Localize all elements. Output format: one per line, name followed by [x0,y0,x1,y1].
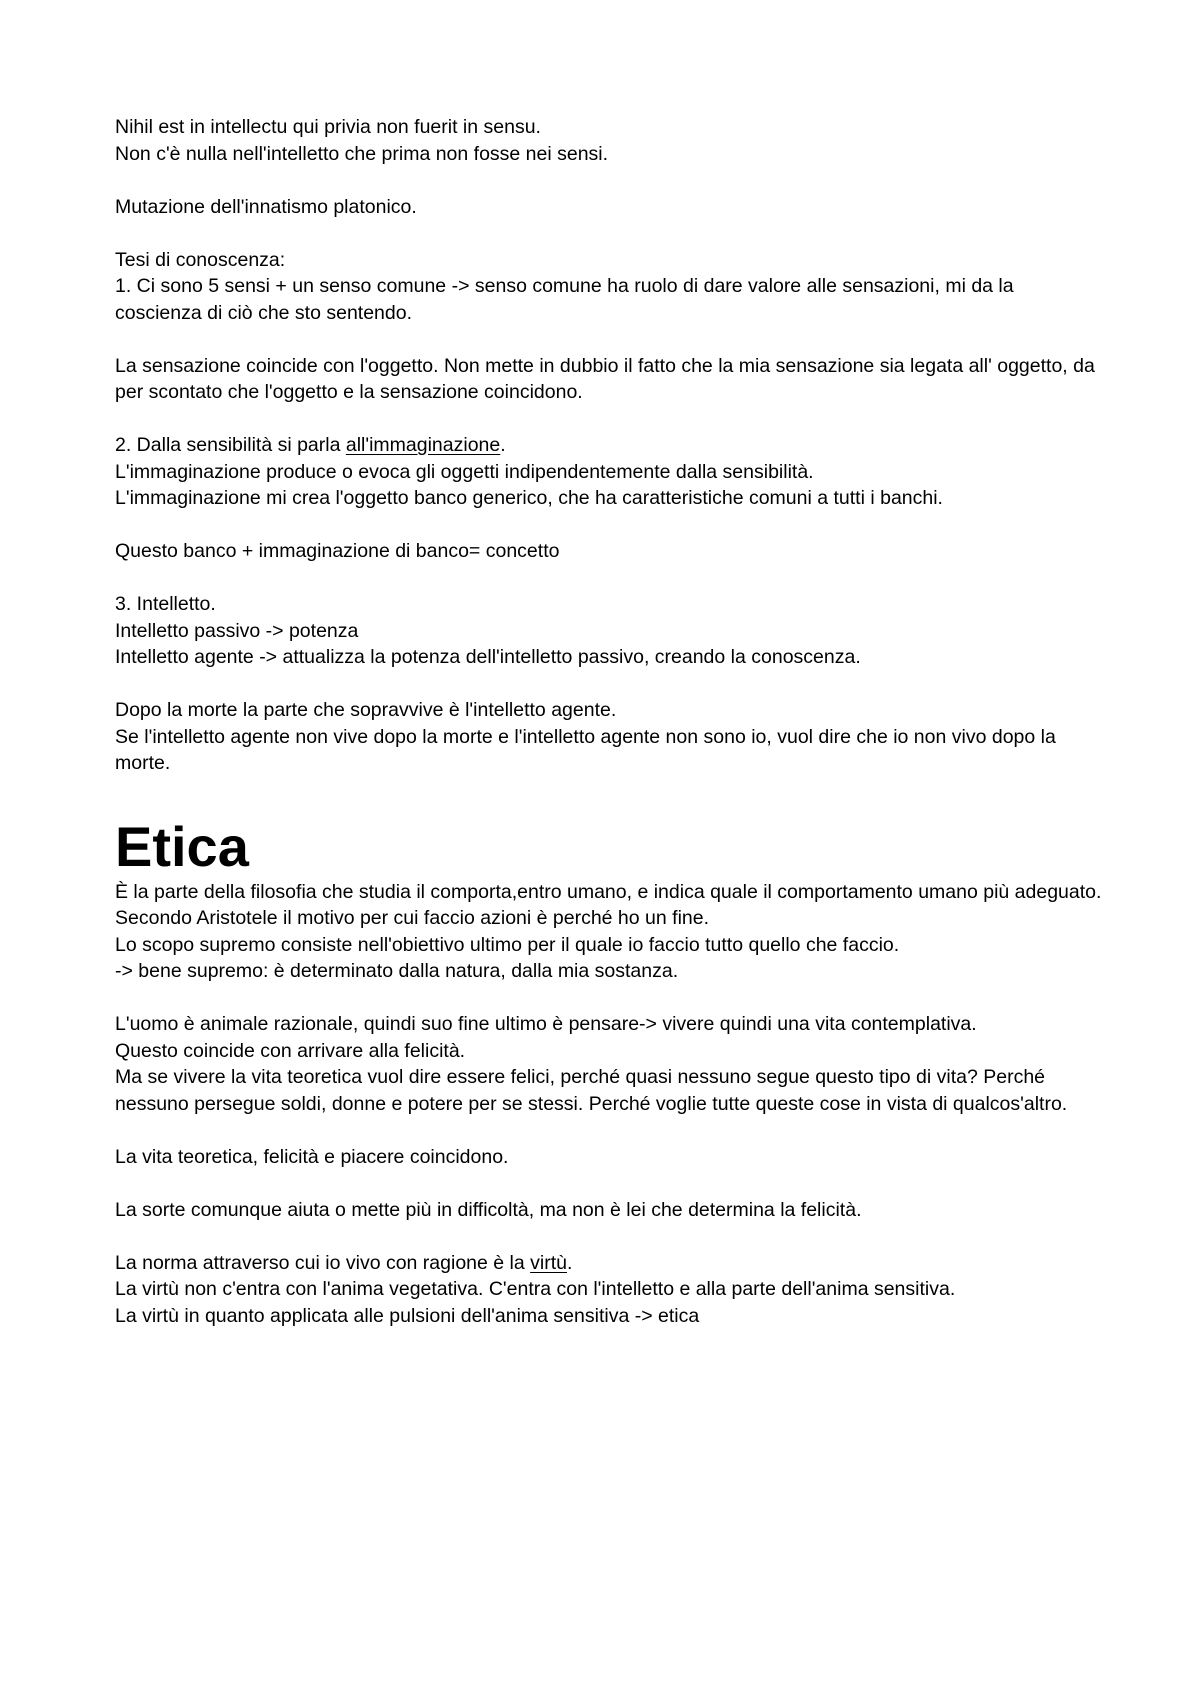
imagination-line-2: L'immaginazione mi crea l'oggetto banco generico, che ha caratteristiche comuni a tutti i banchi. [115,487,943,509]
concept-line: Questo banco + immaginazione di banco= concetto [115,540,560,562]
spacer [115,1223,1105,1250]
sensation-paragraph: La sensazione coincide con l'oggetto. Non mette in dubbio il fatto che la mia sensazione sia legata all' oggetto, da per scontato che l'oggetto e la sensazione coincidono. [115,354,1095,403]
spacer [115,1117,1105,1144]
etica-scope: Lo scopo supremo consiste nell'obiettivo ultimo per il quale io faccio tutto quello che faccio. [115,933,900,956]
point-2-prefix: 2. Dalla sensibilità si parla [115,434,346,456]
etica-man: L'uomo è animale razionale, quindi suo fine ultimo è pensare-> vivere quindi una vita contemplativa. [115,1013,977,1035]
death-line-1: Dopo la morte la parte che sopravvive è l'intelletto agente. [115,699,617,721]
etica-heading: Etica [115,814,249,878]
norm-prefix: La norma attraverso cui io vivo con ragione è la [115,1251,531,1274]
etica-definition: È la parte della filosofia che studia il comporta,entro umano, e indica quale il comportamento umano più adeguato. [115,880,1102,903]
quote-italian: Non c'è nulla nell'intelletto che prima non fosse nei sensi. [115,142,609,165]
etica-virtue-1: La virtù non c'entra con l'anima vegetativa. C'entra con l'intelletto e alla parte dell'anima sensitiva. [115,1278,956,1300]
etica-motive: Secondo Aristotele il motivo per cui faccio azioni è perché ho un fine. [115,907,710,929]
spacer [115,167,1105,194]
spacer [115,406,1105,433]
spacer [115,985,1105,1012]
mutation-line: Mutazione dell'innatismo platonico. [115,195,417,218]
spacer [115,220,1105,247]
virtu-underlined: virtù [530,1251,567,1274]
agent-intellect: Intelletto agente -> attualizza la potenza dell'intelletto passivo, creando la conoscenza. [115,646,861,668]
tesi-title: Tesi di conoscenza: [115,248,286,271]
imagination-line-1: L'immaginazione produce o evoca gli oggetti indipendentemente dalla sensibilità. [115,460,814,483]
norm-suffix: . [566,1251,573,1274]
etica-good: -> bene supremo: è determinato dalla natura, dalla mia sostanza. [115,960,679,982]
spacer [115,512,1105,539]
point-2 [115,432,1105,459]
etica-happiness: Questo coincide con arrivare alla felicità. [115,1039,466,1062]
etica-norm [115,1250,1105,1277]
spacer [115,671,1105,698]
document-body [115,114,1105,1329]
point-2-suffix: . [500,434,506,456]
etica-coincide: La vita teoretica, felicità e piacere coincidono. [115,1145,509,1168]
etica-virtue-2: La virtù in quanto applicata alle pulsioni dell'anima sensitiva -> etica [115,1304,700,1327]
passive-intellect: Intelletto passivo -> potenza [115,619,359,642]
spacer [115,565,1105,592]
spacer [115,1170,1105,1197]
immaginazione-underlined: all'immaginazione [345,434,501,456]
spacer [115,326,1105,353]
point-3: 3. Intelletto. [115,593,216,615]
quote-latin: Nihil est in intellectu qui privia non fuerit in sensu. [115,116,541,138]
etica-question: Ma se vivere la vita teoretica vuol dire essere felici, perché quasi nessuno segue questo tipo di vita? Perché nessuno persegue soldi, donne e potere per se stessi. Perché voglie tutte queste cose in vista di qualcos'altro. [115,1066,1068,1115]
etica-fate: La sorte comunque aiuta o mette più in difficoltà, ma non è lei che determina la felicità. [115,1198,862,1221]
point-1: 1. Ci sono 5 sensi + un senso comune -> senso comune ha ruolo di dare valore alle sensazioni, mi da la coscienza di ciò che sto sentendo. [115,275,1014,324]
death-line-2: Se l'intelletto agente non vive dopo la morte e l'intelletto agente non sono io, vuol dire che io non vivo dopo la morte. [115,725,1056,774]
